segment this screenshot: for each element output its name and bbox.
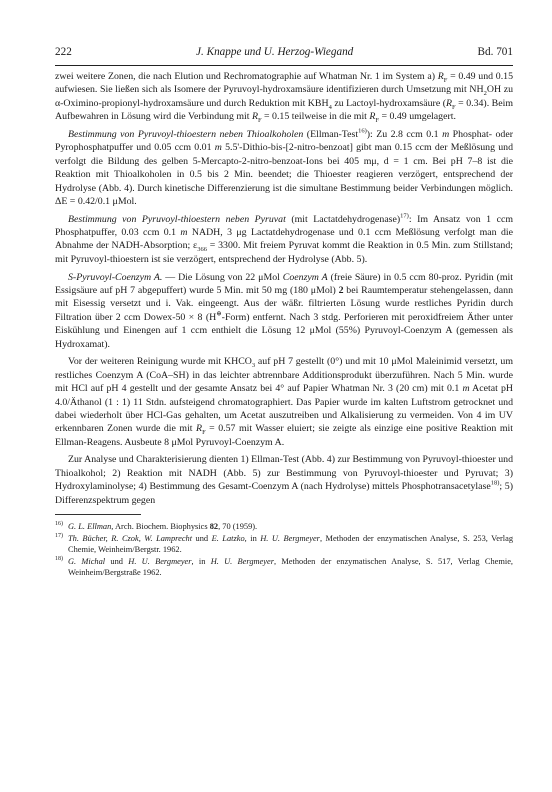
paragraph-analyse: Zur Analyse und Charakterisierung dienten 1) Ellman-Test (Abb. 4) zur Bestimmung von Pyruvoyl-thioester und Thioalkohol; 2) Reaktion mit NADH (Abb. 5) zur Bestimmung von Pyruvoyl-thioester und Pyruvat; 3) Hydroxylaminolyse; 4) Bestimmung des Gesamt-Coenzym A (nach Hydrolyse) mittels Phosphotransacetylase$^{18)}$; 5) Differenzspektrum gegen — [55, 454, 513, 506]
article-body — [55, 70, 513, 507]
footnote-divider — [55, 514, 141, 515]
paragraph-reinigung: Vor der weiteren Reinigung wurde mit $KHCO_3$ auf pH 7 gestellt (0°) und mit 10 μMol Maleinimid versetzt, um restliches Coenzym A (CoA–SH) in das leichter abtrennbare Additionsprodukt überzuführen. Nach 5 Min. wurde mit HCl auf pH 4 gestellt und der gesamte Ansatz bei 4° auf Papier Whatman Nr. 3 (20 cm) mit 0.1 m Acetat pH 4.0/Äthanol (1 : 1) 11 Stdn. aufsteigend chromatographiert. Das Papier wurde im kalten Luftstrom getrocknet und dabei wiederholt über HCl-Gas gehalten, um Acetat auszutreiben und Alkalisierung zu vermeiden. Von 4 im UV erkennbaren Zonen wurde die mit $R_F = 0.57$ mit Wasser eluiert; sie zeigte als einzige eine positive Reaktion mit Ellman-Reagens. Ausbeute 8 μMol Pyruvoyl-Coenzym A. — [55, 356, 513, 448]
paragraph-pyruvoyl-coenzym-a: S-Pyruvoyl-Coenzym A. — Die Lösung von 22 μMol Coenzym A (freie Säure) in 0.5 ccm 80-proz. Pyridin (mit Essigsäure auf pH 7 abgepuffert) wurde 5 Min. mit 50 mg (180 μMol) 2 bei Raumtemperatur stehengelassen, dann mit Eisessig versetzt und i. Vak. eingeengt. Aus der wäßr. filtrierten Lösung wurde restliches Pyridin durch Filtration über 2 ccm Dowex-50 × 8 (H⊕-Form) entfernt. Nach 3 stdg. Perforieren mit peroxidfreiem Äther unter Eiskühlung und Einengen auf 1 ccm enthielt die Lösung 12 μMol (55%) Pyruvoyl-Coenzym A (gemessen als Hydroxamat). — [55, 271, 514, 350]
page-number: 222 — [55, 46, 72, 58]
paragraph-lactatdehydrogenase: Bestimmung von Pyruvoyl-thioestern neben Pyruvat (mit Lactatdehydrogenase)$^{17)}$: Im Ansatz von 1 ccm Phosphatpuffer, 0.03 ccm 0.1 m NADH, 3 μg Lactatdehydrogenase und 0.1 ccm Meßlösung verfolgt man die Abnahme der NADH-Absorption; $\varepsilon_{366} = 3300$. Mit freiem Pyruvat kommt die Reaktion in 0.5 Min. zum Stillstand; mit Pyruvoyl-thioestern ist sie verzögert, entsprechend der Hydrolyse (Abb. 5). — [55, 212, 513, 265]
running-header — [55, 46, 513, 66]
running-authors: J. Knappe und U. Herzog-Wiegand — [196, 46, 354, 58]
paragraph-1: zwei weitere Zonen, die nach Elution und Rechromatographie auf Whatman Nr. 1 im System a) $R_F = 0.49$ und 0.15 aufwiesen. Sie ließen sich als Isomere der Pyruvoyl-hydroxamsäure identifizieren durch Umsetzung mit $NH_2OH$ zu α-Oximino-propionyl-hydroxamsäure und durch Reduktion mit $KBH_4$ zu Lactoyl-hydroxamsäure $(R_F = 0.34)$. Beim Aufbewahren in Lösung wird die Verbindung mit $R_F = 0.15$ teilweise in die mit $R_F = 0.49$ umgelagert. — [55, 71, 513, 125]
paragraph-ellman-test: Bestimmung von Pyruvoyl-thioestern neben Thioalkoholen (Ellman-Test$^{16)}$): Zu 2.8 ccm 0.1 m Phosphat- oder Pyrophosphatpuffer und 0.05 ccm 0.01 m 5.5'-Dithio-bis-[2-nitro-benzoat] gibt man 0.15 ccm der Meßlösung und verfolgt die Bildung des gelben 5-Mercapto-2-nitro-benzoat-Ions bei 405 mμ, d = 1 cm. Bei pH 7–8 ist die Reaktion mit Thioalkoholen in 0.5 bis 2 Min. beendet; die Thioester reagieren verzögert, entsprechend der Hydrolyse (Abb. 4). Durch kinetische Differenzierung ist die simultane Bestimmung beider Verbindungen möglich. ΔE = 0.42/0.1 μMol. — [55, 127, 513, 207]
footnote-18: $^{18)}$ G. Michal und H. U. Bergmeyer, in H. U. Bergmeyer, Methoden der enzymatischen Analyse, S. 517, Verlag Chemie, Weinheim/Bergstraße 1962. — [55, 556, 514, 578]
page — [55, 46, 513, 579]
footnote-16: $^{16)}$ G. L. Ellman, Arch. Biochem. Biophysics 82, 70 (1959). — [55, 521, 258, 532]
volume-label: Bd. 701 — [477, 46, 513, 58]
footnote-17: $^{17)}$ Th. Bücher, R. Czok, W. Lamprecht und E. Latzko, in H. U. Bergmeyer, Methoden der enzymatischen Analyse, S. 253, Verlag Chemie, Weinheim/Bergstr. 1962. — [55, 533, 514, 555]
